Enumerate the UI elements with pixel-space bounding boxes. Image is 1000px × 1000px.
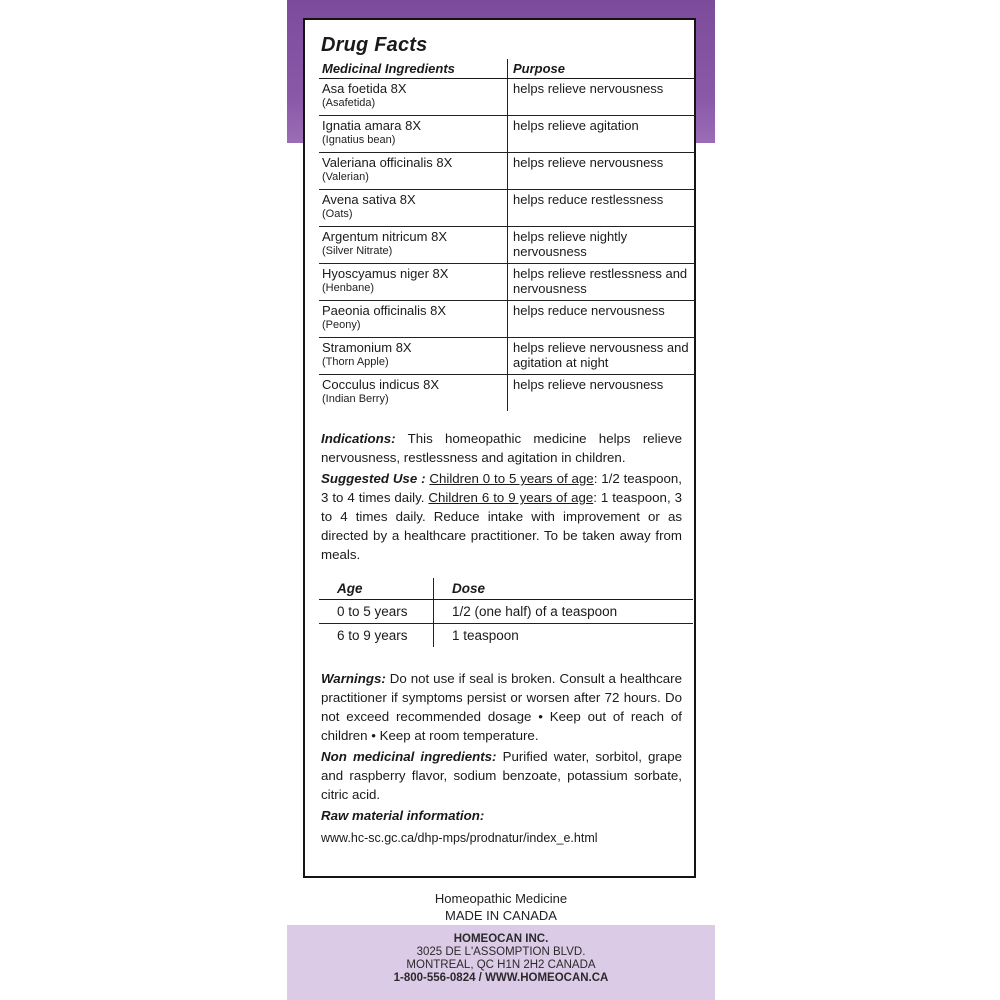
purpose-cell: helps relieve nervousness (513, 377, 664, 392)
ingredient-cell (319, 301, 508, 338)
ingredient-cell (319, 79, 508, 116)
table-row (319, 227, 695, 264)
ingredients-header: Medicinal Ingredients (319, 59, 508, 79)
ingredient-common-name: (Oats) (322, 208, 353, 220)
age-group-2: Children 6 to 9 years of age (428, 490, 594, 505)
ingredient-common-name: (Henbane) (322, 282, 374, 294)
purpose-cell: helps relieve nervousness and agitation at night (508, 338, 696, 375)
drug-facts-title: Drug Facts (321, 34, 428, 56)
purpose-cell: helps relieve nightly nervousness (508, 227, 696, 264)
age-header: Age (319, 578, 434, 600)
table-row (319, 153, 695, 190)
company-info (287, 933, 715, 985)
table-row (319, 600, 693, 624)
non-medicinal-paragraph (321, 747, 682, 804)
table-row (319, 624, 693, 648)
dose-cell: 1/2 (one half) of a teaspoon (434, 600, 694, 624)
ingredient-name: Paeonia officinalis 8X (322, 303, 447, 318)
directions-section (321, 429, 682, 564)
ingredient-name: Asa foetida 8X (322, 81, 407, 96)
made-in: MADE IN CANADA (445, 908, 557, 923)
age-cell: 0 to 5 years (319, 600, 434, 624)
dose-text-2: : 1 teaspoon, 3 to 4 times daily. Reduce intake with improvement or as directed by a healthcare practitioner. To be taken away from meals. (321, 490, 682, 562)
ingredient-common-name: (Valerian) (322, 171, 369, 183)
raw-material-label: Raw material information: (321, 808, 485, 823)
suggested-use-paragraph (321, 469, 682, 564)
table-row (319, 190, 695, 227)
dose-cell: 1 teaspoon (452, 628, 519, 643)
ingredient-name: Avena sativa 8X (322, 192, 416, 207)
age-cell: 6 to 9 years (319, 624, 434, 648)
warnings-paragraph (321, 669, 682, 745)
purpose-cell: helps relieve nervousness (508, 79, 696, 116)
warnings-label: Warnings: (321, 671, 386, 686)
warnings-text: Do not use if seal is broken. Consult a healthcare practitioner if symptoms persist or worsen after 72 hours. Do not exceed recommended dosage • Keep out of reach of children • Keep at room temperature. (321, 671, 682, 743)
address-line-1: 3025 DE L'ASSOMPTION BLVD. (416, 946, 586, 958)
ingredient-common-name: (Thorn Apple) (322, 356, 389, 368)
table-row (319, 301, 695, 338)
dose-text-1: : 1/2 teaspoon, 3 to 4 times daily. (321, 471, 682, 505)
purpose-cell: helps relieve nervousness (508, 153, 696, 190)
dose-table (319, 578, 693, 647)
ingredient-cell (319, 190, 508, 227)
address-line-2: MONTREAL, QC H1N 2H2 CANADA (406, 959, 596, 971)
purpose-cell: helps relieve restlessness and nervousness (508, 264, 696, 301)
purpose-cell: helps relieve agitation (508, 116, 696, 153)
non-medicinal-text: Purified water, sorbitol, grape and raspberry flavor, sodium benzoate, potassium sorbate, citric acid. (321, 749, 682, 802)
ingredient-cell (319, 338, 508, 375)
drug-facts-panel (303, 18, 696, 878)
ingredient-cell (319, 116, 508, 153)
ingredient-common-name: (Silver Nitrate) (322, 245, 393, 257)
table-row (319, 264, 695, 301)
ingredient-name: Hyoscyamus niger 8X (322, 266, 449, 281)
dose-header-row (319, 578, 693, 600)
company-name: HOMEOCAN INC. (453, 933, 549, 945)
ingredient-cell (319, 227, 508, 264)
ingredient-common-name: (Indian Berry) (322, 393, 389, 405)
ingredient-name: Ignatia amara 8X (322, 118, 422, 133)
ingredient-cell (319, 375, 508, 412)
raw-material-url: www.hc-sc.gc.ca/dhp-mps/prodnatur/index_e.html (321, 831, 598, 845)
non-medicinal-label: Non medicinal ingredients: (321, 749, 497, 764)
table-row (319, 116, 695, 153)
medicine-type: Homeopathic Medicine (434, 891, 568, 906)
indications-label: Indications: (321, 431, 396, 446)
ingredient-name: Cocculus indicus 8X (322, 377, 440, 392)
indications-paragraph (321, 429, 682, 467)
purpose-header: Purpose (508, 59, 696, 79)
warnings-section (321, 669, 682, 848)
ingredient-cell (319, 153, 508, 190)
origin-info (287, 890, 715, 924)
ingredient-cell (319, 264, 508, 301)
contact-line: 1-800-556-0824 / WWW.HOMEOCAN.CA (393, 972, 609, 984)
ingredient-name: Stramonium 8X (322, 340, 412, 355)
table-row (319, 338, 695, 375)
ingredient-name: Argentum nitricum 8X (322, 229, 447, 244)
purpose-cell: helps reduce restlessness (508, 190, 696, 227)
ingredients-header-row (319, 59, 695, 79)
dose-header: Dose (434, 578, 694, 600)
ingredient-common-name: (Asafetida) (322, 97, 376, 109)
age-group-1: Children 0 to 5 years of age (429, 471, 594, 486)
indications-text: This homeopathic medicine helps relieve nervousness, restlessness and agitation in children. (321, 431, 682, 465)
table-row (319, 375, 695, 412)
table-row (319, 79, 695, 116)
ingredient-common-name: (Ignatius bean) (322, 134, 396, 146)
raw-material-paragraph (321, 806, 682, 825)
ingredient-common-name: (Peony) (322, 319, 361, 331)
ingredients-table (319, 59, 695, 411)
ingredient-name: Valeriana officinalis 8X (322, 155, 453, 170)
purpose-cell: helps reduce nervousness (508, 301, 696, 338)
suggested-use-label: Suggested Use : (321, 471, 426, 486)
